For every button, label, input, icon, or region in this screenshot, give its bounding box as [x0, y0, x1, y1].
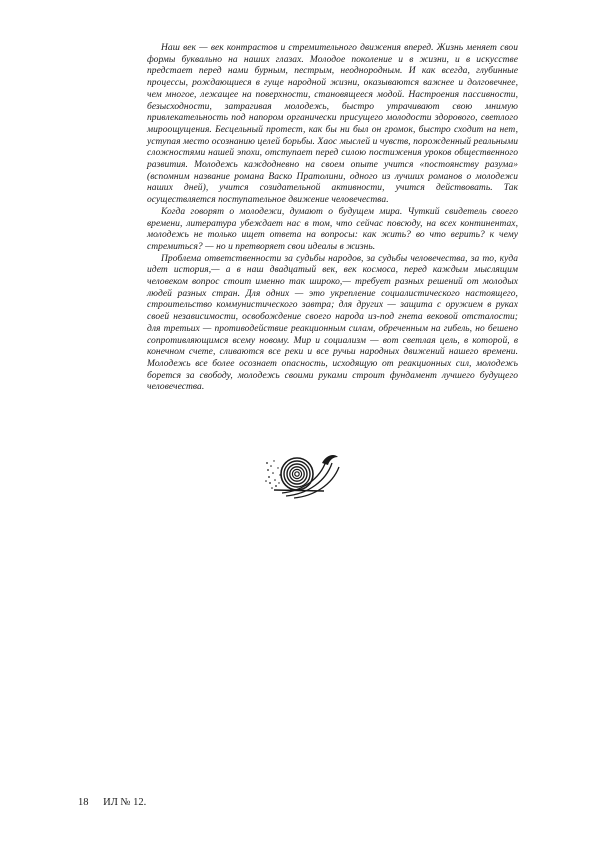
- article-text: [147, 43, 518, 394]
- page-number: 18: [78, 797, 89, 808]
- paragraph-2: Когда говорят о молодежи, думают о будущем мира. Чуткий свидетель своего времени, литература убеждает нас в том, что сейчас повсюду, на всех континентах, молодежь не только ищет ответа на вопросы: как жить? во что верить? к чему стремиться? — но и претворяет свои идеалы в жизнь.: [147, 206, 518, 252]
- paragraph-3: Проблема ответственности за судьбы народов, за судьбы человечества, за то, куда идет история,— а в наш двадцатый век, век космоса, перед каждым мыслящим человеком вопрос стоит именно так широко,— требует разных решений от молодых людей разных стран. Для одних — это укрепление социалистического настоящего, строительство коммунистического завтра; для других — защита с оружием в руках своей независимости, освобождение своего народа из-под гнета вековой отсталости; для третьих — противодействие реакционным силам, обреченным на гибель, но бешено сопротивляющимся всему новому. Мир и социализм — вот светлая цель, в которой, в конечном счете, сливаются все реки и все ручьи народных движений нашего времени. Молодежь все более осознает опасность, исходящую от реакционных сил, молодежь борется за свободу, молодежь своими руками строит фундамент лучшего будущего человечества.: [147, 253, 518, 393]
- spiral-vignette-icon: [264, 453, 344, 499]
- page-footer: [78, 797, 146, 808]
- signature-mark: ИЛ № 12.: [103, 797, 147, 808]
- paragraph-1: Наш век — век контрастов и стремительного движения вперед. Жизнь меняет свои формы буквально на наших глазах. Молодое поколение и в жизни, и в искусстве предстает перед нами бурным, пестрым, неоднородным. И как всегда, глубинные процессы, рождающиеся в гуще народной жизни, оказываются важнее и долговечнее, чем многое, лежащее на поверхности, становящееся модой. Настроения пассивности, безысходности, затрагивая молодежь, быстро утрачивают свою мнимую привлекательность под напором органически присущего молодости здорового, светлого мироощущения. Бесцельный протест, как бы ни был он громок, быстро сходит на нет, уступая место осознанию целей борьбы. Хаос мыслей и чувств, порожденный реальными сложностями нашей эпохи, отступает перед силою постижения уроков общественного развития. Молодежь каждодневно на своем опыте учится «постоянству разума» (вспомним название романа Васко Пратолини, одного из лучших романов о молодежи наших дней), учится созидательной активности, учится действовать. Так осуществляется поступательное движение человечества.: [147, 43, 518, 206]
